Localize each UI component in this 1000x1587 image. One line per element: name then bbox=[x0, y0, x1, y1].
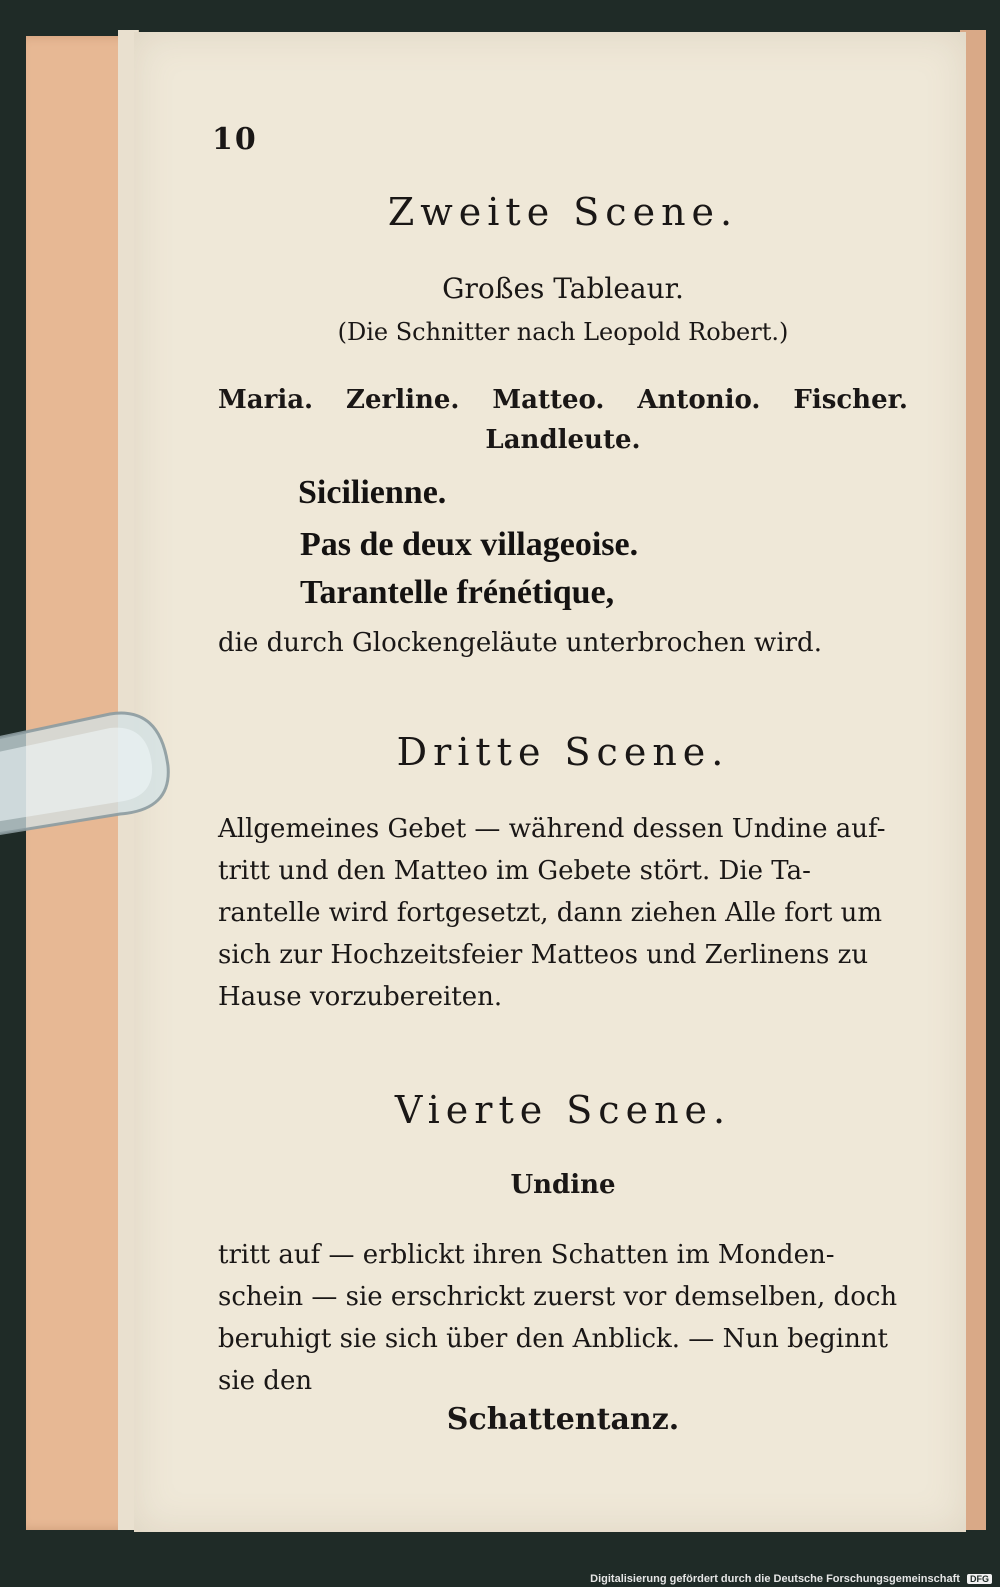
scene3-line: rantelle wird fortgesetzt, dann ziehen Alle fort um bbox=[218, 898, 883, 928]
scene-note: (Die Schnitter nach Leopold Robert.) bbox=[337, 318, 789, 346]
dance-pas-de-deux: Pas de deux villageoise. bbox=[300, 526, 639, 563]
scene-subtitle: Großes Tableaur. bbox=[442, 272, 684, 305]
scene-title-dritte: Dritte Scene. bbox=[396, 730, 730, 774]
cast-member: Maria. bbox=[218, 385, 314, 415]
cast-member: Matteo. bbox=[492, 385, 605, 415]
credit-text: Digitalisierung gefördert durch die Deutsche Forschungsgemeinschaft bbox=[590, 1573, 960, 1585]
scene-title-vierte: Vierte Scene. bbox=[394, 1088, 732, 1132]
cast-member: Zerline. bbox=[345, 385, 460, 415]
scene4-line: beruhigt sie sich über den Anblick. — Nun beginnt bbox=[218, 1324, 889, 1354]
dance-tarantelle: Tarantelle frénétique, bbox=[300, 574, 615, 611]
scene3-line: Hause vorzubereiten. bbox=[218, 982, 503, 1012]
dfg-logo: DFG bbox=[967, 1574, 992, 1584]
cast-member: Fischer. bbox=[793, 385, 908, 415]
digitization-credit bbox=[590, 1573, 992, 1585]
scene3-line: Allgemeines Gebet — während dessen Undine auf- bbox=[218, 814, 886, 844]
cast-line-2: Landleute. bbox=[485, 425, 641, 455]
scene3-line: sich zur Hochzeitsfeier Matteos und Zerlinens zu bbox=[218, 940, 869, 970]
cast-list bbox=[218, 385, 908, 415]
scene4-dance: Schattentanz. bbox=[446, 1402, 680, 1437]
dance-note: die durch Glockengeläute unterbrochen wird. bbox=[218, 628, 822, 658]
scene4-line: schein — sie erschrickt zuerst vor demselben, doch bbox=[218, 1282, 898, 1312]
scene-title-zweite: Zweite Scene. bbox=[387, 190, 739, 234]
scene4-line: tritt auf — erblickt ihren Schatten im Monden- bbox=[218, 1240, 835, 1270]
cast-member: Antonio. bbox=[637, 385, 761, 415]
page-number: 10 bbox=[212, 122, 258, 157]
scene4-character: Undine bbox=[510, 1170, 616, 1200]
scene4-line: sie den bbox=[218, 1366, 313, 1396]
scene3-line: tritt und den Matteo im Gebete stört. Die Ta- bbox=[218, 856, 811, 886]
page-clip-icon bbox=[0, 706, 190, 846]
dance-sicilienne: Sicilienne. bbox=[298, 474, 447, 511]
